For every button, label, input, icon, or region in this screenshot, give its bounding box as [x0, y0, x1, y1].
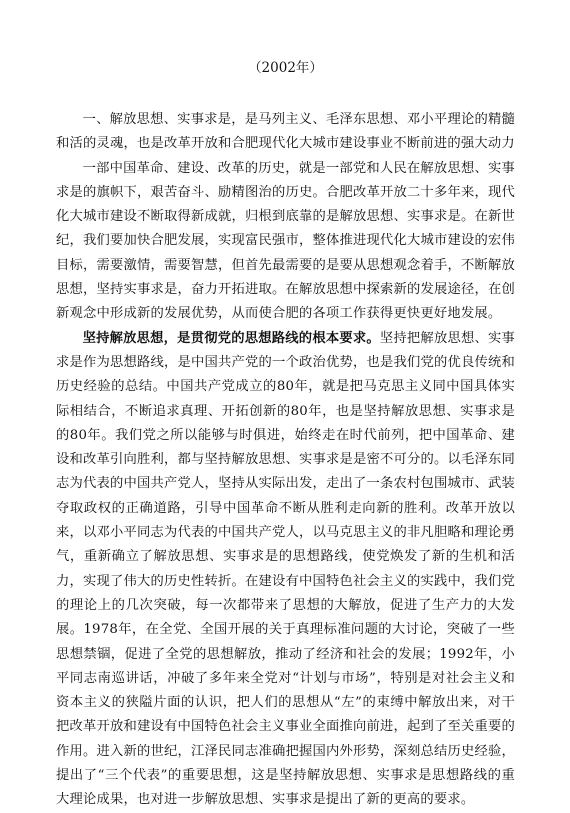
paragraph-3	[56, 327, 515, 813]
paragraph-2	[56, 157, 515, 327]
document-year: （2002年）	[248, 60, 323, 76]
paragraph-2-text: 一部中国革命、建设、改革的历史，就是一部党和人民在解放思想、实事求是的旗帜下，艰苦奋斗、励精图治的历史。合肥改革开放二十多年来，现代化大城市建设不断取得新成就，归根到底靠的是解放思想、实事求是。在新世纪，我们要加快合肥发展，实现富民强市，整体推进现代化大城市建设的宏伟目标，需要激情，需要智慧，但首先最需要的是要从思想观念着手，不断解放思想，坚持实事求是，奋力开拓进取。在解放思想中探索新的发展途径，在创新观念中形成新的发展优势，从而使合肥的各项工作获得更快更好地发展。	[56, 160, 515, 322]
paragraph-1	[56, 108, 515, 157]
paragraph-3-text: 坚持把解放思想、实事求是作为思想路线，是中国共产党的一个政治优势，也是我们党的优良传统和历史经验的总结。中国共产党成立的80年，就是把马克思主义同中国具体实际相结合，不断追求真理、开拓创新的80年，也是坚持解放思想、实事求是的80年。我们党之所以能够与时俱进，始终走在时代前列，把中国革命、建设和改革引向胜利，都与坚持解放思想、实事求是是密不可分的。以毛泽东同志为代表的中国共产党人，坚持从实际出发，走出了一条农村包围城市、武装夺取政权的正确道路，引导中国革命不断从胜利走向新的胜利。改革开放以来，以邓小平同志为代表的中国共产党人，以马克思主义的非凡胆略和理论勇气，重新确立了解放思想、实事求是的思想路线，使党焕发了新的生机和活力，实现了伟大的历史性转折。在建设有中国特色社会主义的实践中，我们党的理论上的几次突破，每一次都带来了思想的大解放，促进了生产力的大发展。1978年，在全党、全国开展的关于真理标准问题的大讨论，突破了一些思想禁锢，促进了全党的思想解放，推动了经济和社会的发展；1992年，小平同志南巡讲话，冲破了多年来全党对“计划与市场”，特别是对社会主义和资本主义的狭隘片面的认识，把人们的思想从“左”的束缚中解放出来，对干把改革开放和建设有中国特色社会主义事业全面推向前进，起到了至关重要的作用。进入新的世纪，江泽民同志准确把握国内外形势，深刻总结历史经验，提出了“三个代表”的重要思想，这是坚持解放思想、实事求是思想路线的重大理论成果，也对进一步解放思想、实事求是提出了新的更高的要求。	[56, 330, 516, 808]
paragraph-3-lead: 坚持解放思想，是贯彻党的思想路线的根本要求。	[82, 330, 380, 346]
paragraph-1-text: 一、解放思想、实事求是，是马列主义、毛泽东思想、邓小平理论的精髓和活的灵魂，也是改革开放和合肥现代化大城市建设事业不断前进的强大动力	[56, 112, 515, 152]
